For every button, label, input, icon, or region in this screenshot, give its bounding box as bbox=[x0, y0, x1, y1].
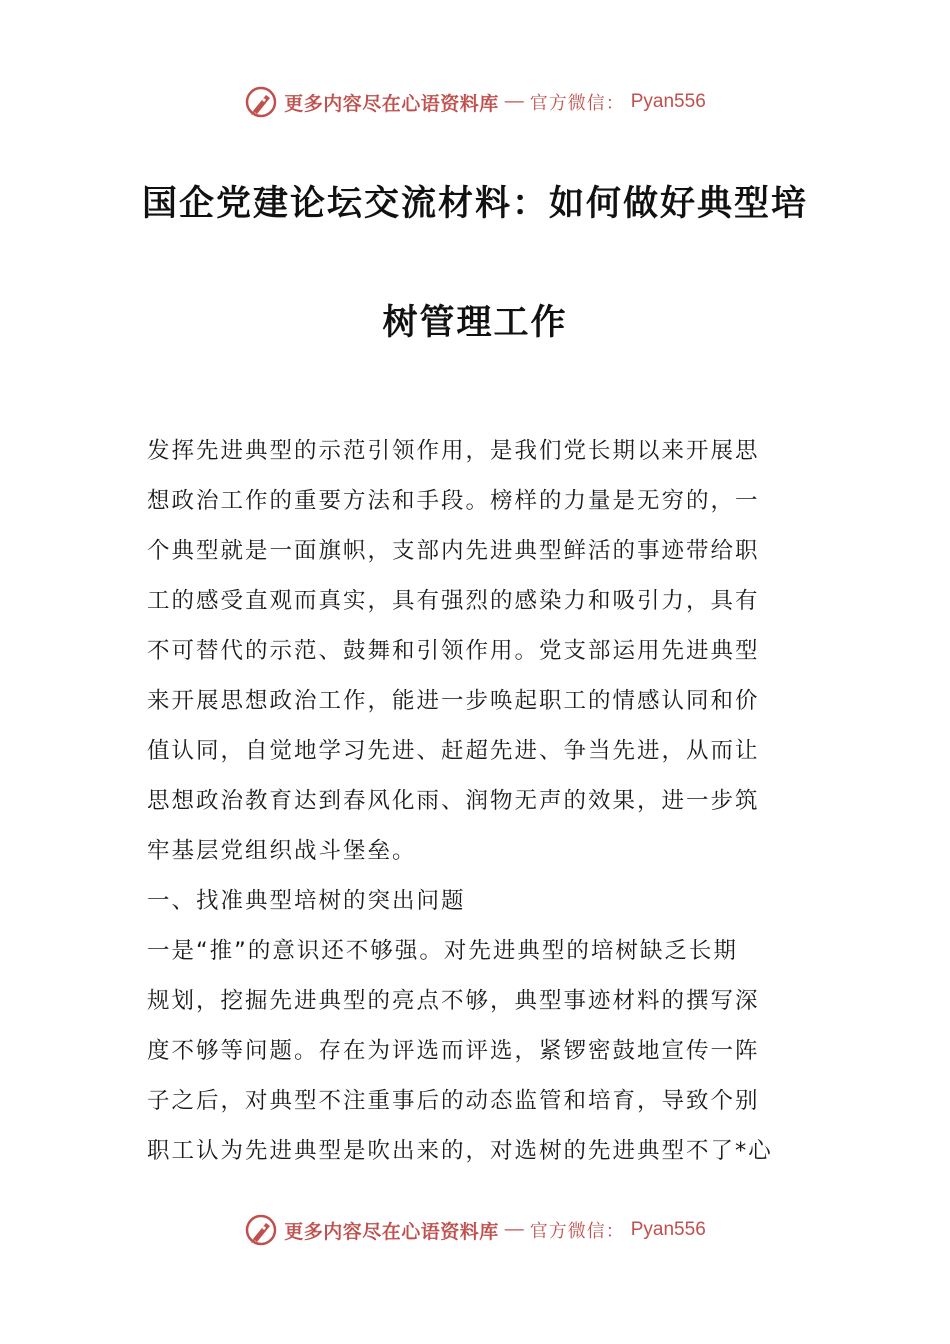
body-line: 来开展思想政治工作，能进一步唤起职工的情感认同和价 bbox=[147, 688, 760, 714]
document-body bbox=[147, 426, 807, 1176]
banner-dash: — bbox=[504, 91, 524, 112]
body-line: 度不够等问题。存在为评选而评选，紧锣密鼓地宣传一阵 bbox=[147, 1038, 760, 1064]
banner-brand-text: 更多内容尽在心语资料库 bbox=[284, 1220, 499, 1243]
body-line: 个典型就是一面旗帜，支部内先进典型鲜活的事迹带给职 bbox=[147, 538, 760, 564]
body-line: 子之后，对典型不注重事后的动态监管和培育，导致个别 bbox=[147, 1088, 760, 1114]
banner-wechat-label: 官方微信： bbox=[529, 93, 625, 114]
body-line: 想政治工作的重要方法和手段。榜样的力量是无穷的，一 bbox=[147, 488, 760, 514]
body-line: 思想政治教育达到春风化雨、润物无声的效果，进一步筑 bbox=[147, 788, 760, 814]
banner-wechat-id: Pyan556 bbox=[630, 1219, 706, 1240]
banner-wechat-label: 官方微信： bbox=[529, 1221, 625, 1242]
body-line: 不可替代的示范、鼓舞和引领作用。党支部运用先进典型 bbox=[147, 638, 760, 664]
body-line: 一是“推”的意识还不够强。对先进典型的培树缺乏长期 bbox=[147, 938, 738, 964]
pen-nib-logo-icon bbox=[244, 85, 278, 119]
section-heading: 一、找准典型培树的突出问题 bbox=[147, 888, 466, 914]
header-banner bbox=[0, 82, 950, 122]
banner-wechat-id: Pyan556 bbox=[630, 91, 706, 112]
document-title-line2: 树管理工作 bbox=[382, 302, 568, 343]
body-line: 规划，挖掘先进典型的亮点不够，典型事迹材料的撰写深 bbox=[147, 988, 760, 1014]
banner-brand-text: 更多内容尽在心语资料库 bbox=[284, 92, 499, 115]
pen-nib-logo-icon bbox=[244, 1213, 278, 1247]
body-line: 值认同，自觉地学习先进、赶超先进、争当先进，从而让 bbox=[147, 738, 760, 764]
body-line: 工的感受直观而真实，具有强烈的感染力和吸引力，具有 bbox=[147, 588, 760, 614]
body-line: 职工认为先进典型是吹出来的，对选树的先进典型不了*心 bbox=[147, 1138, 773, 1164]
body-line: 牢基层党组织战斗堡垒。 bbox=[147, 838, 417, 864]
body-line: 发挥先进典型的示范引领作用，是我们党长期以来开展思 bbox=[147, 438, 760, 464]
document-title-line1: 国企党建论坛交流材料：如何做好典型培 bbox=[141, 183, 808, 224]
footer-banner bbox=[0, 1210, 950, 1250]
banner-dash: — bbox=[504, 1219, 524, 1240]
